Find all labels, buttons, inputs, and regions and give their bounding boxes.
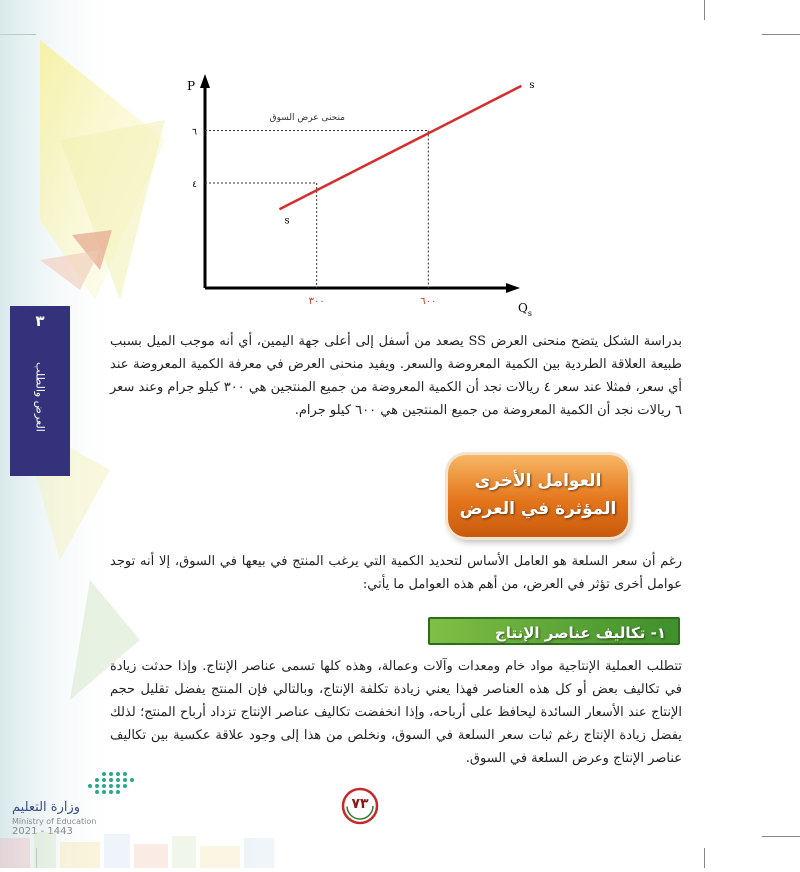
chapter-tab — [10, 306, 70, 476]
y-tick-label: ٦ — [192, 127, 197, 138]
supply-curve-chart — [150, 60, 550, 335]
heading-line-1: العوامل الأخرى — [474, 471, 602, 491]
chart-svg — [150, 60, 550, 335]
x-tick-label: ٦٠٠ — [420, 296, 437, 307]
x-tick-label: ٣٠٠ — [308, 296, 325, 307]
crop-mark — [762, 34, 800, 35]
paragraph-other-factors: رغم أن سعر السلعة هو العامل الأساس لتحديد الكمية التي يرغب المنتج في بيعها في السوق، إلا أنه توجد عوامل أخرى تؤثر في العرض، من أهم هذه العوامل ما يأتي: — [110, 554, 682, 592]
chapter-title: العرض والطلب — [33, 362, 47, 432]
y-axis-arrow-icon — [200, 74, 210, 88]
paragraph-production-costs: تتطلب العملية الإنتاجية مواد خام ومعدات وآلات وعمالة، وهذه كلها تسمى عناصر الإنتاج. وإذا حدثت زيادة في تكاليف بعض أو كل هذه العناصر فهذا يعني زيادة تكلفة الإنتاج، وبالتالي فإن المنتج يفضل تقليل حجم الإنتاج عند الأسعار السائدة ليحافظ على أرباحه، وإذا انخفضت تكاليف عناصر الإنتاج تزداد أرباح المنتج؛ لذلك يفضل زيادة الإنتاج رغم ثبات سعر السلعة في السوق، ونخلص من هذا إلى وجود علاقة عكسية بين تكاليف عناصر الإنتاج وعرض السلعة في السوق. — [110, 659, 682, 766]
section-heading-other-factors — [448, 455, 628, 537]
curve-end-label: s — [529, 79, 535, 91]
heading-line-2: المؤثرة في العرض — [459, 499, 617, 519]
ministry-name-arabic: وزارة التعليم — [12, 800, 81, 815]
ministry-year: 2021 - 1443 — [12, 826, 73, 837]
decorative-city-background — [0, 828, 340, 868]
subsection-title-production-costs: ١- تكاليف عناصر الإنتاج — [428, 617, 680, 645]
x-axis-arrow-icon — [506, 283, 520, 293]
crop-mark — [762, 836, 800, 837]
page-number: ٧٣ — [351, 796, 369, 812]
crop-mark — [704, 848, 705, 868]
page-number-badge — [340, 786, 380, 826]
y-axis-label: P — [187, 79, 196, 93]
curve-start-label: s — [284, 215, 290, 227]
chapter-number: ٣ — [35, 312, 45, 330]
y-tick-label: ٤ — [192, 180, 197, 190]
paragraph-supply-curve: بدراسة الشكل يتضح منحنى العرض SS يصعد من أسفل إلى أعلى جهة اليمين، أي أنه موجب الميل بسبب طبيعة العلاقة الطردية بين الكمية المعروضة والسعر. ويفيد منحنى العرض في معرفة الكمية المعروضة عند أي سعر، فمثلا عند سعر ٤ ريالات نجد أن الكمية المعروضة من جميع المنتجين هي ٣٠٠ كيلو جرام وعند سعر ٦ ريالات نجد أن الكمية المعروضة من جميع المنتجين هي ٦٠٠ كيلو جرام. — [110, 334, 683, 418]
curve-name-label: منحنى عرض السوق — [269, 113, 345, 123]
x-axis-label: $Q_s$ — [518, 301, 532, 318]
ministry-name-english: Ministry of Education — [12, 817, 97, 826]
ministry-logo-dots-icon — [8, 768, 138, 800]
supply-curve-line — [279, 86, 521, 209]
crop-mark — [704, 0, 705, 20]
